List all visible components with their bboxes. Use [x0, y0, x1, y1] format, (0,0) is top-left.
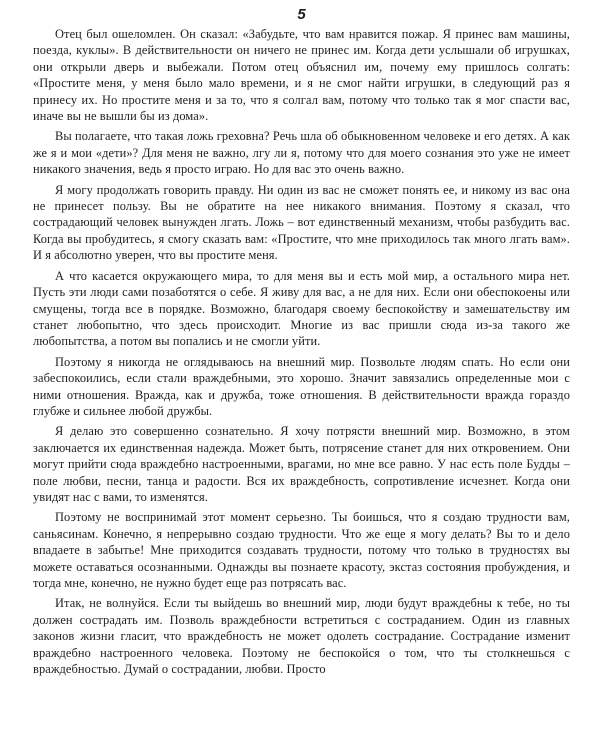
paragraph-5: Поэтому я никогда не оглядываюсь на внешний мир. Позвольте людям спать. Но если они забеспокоились, если стали враждебными, это хорошо. Значит завязались определенные мои с ними отношения. Вражда, как и дружба, тоже отношения. В действительности вражда гораздо глубже и сильнее любой дружбы.: [33, 354, 570, 418]
paragraph-6: Я делаю это совершенно сознательно. Я хочу потрясти внешний мир. Возможно, в этом заключается их единственная надежда. Может быть, потрясение станет для них откровением. Они могут прийти сюда враждебно настроенными, врагами, но мне все равно. У нас есть поле Будды – поле любви, песни, танца и радости. Вся их враждебность, сопротивление исчезнет. Когда они увидят нас с вами, то изменятся.: [33, 424, 570, 504]
page-number: 5: [297, 6, 306, 23]
paragraph-2: Вы полагаете, что такая ложь греховна? Речь шла об обыкновенном человеке и его детях. А как же я и мои «дети»? Для меня не важно, лгу ли я, потому что для моего сознания это уже не имеет никакого значения, ведь я просто играю. Но для вас это очень важно.: [33, 129, 570, 177]
paragraph-8: Итак, не волнуйся. Если ты выйдешь во внешний мир, люди будут враждебны к тебе, но ты должен сострадать им. Позволь враждебности встретиться с состраданием. Один из главных законов жизни гласит, что враждебность не может одолеть сострадание. Сострадание изменит враждебно настроенного человека. Поэтому не беспокойся о том, что ты столкнешься с враждебностью. Думай о сострадании, любви. Просто: [33, 596, 570, 677]
paragraph-4: А что касается окружающего мира, то для меня вы и есть мой мир, а остального мира нет. Пусть эти люди сами позаботятся о себе. Я живу для вас, а не для них. Если они обеспокоены или смущены, тогда все в порядке. Возможно, благодаря своему беспокойству и замешательству им станет любопытно, что здесь происходит. Многие из вас пришли сюда из-за такого же любопытства, а потом вы попались и не смогли уйти.: [33, 268, 570, 349]
paragraph-3: Я могу продолжать говорить правду. Ни один из вас не сможет понять ее, и никому из вас она не принесет пользу. Вы не обратите на нее никакого внимания. Поэтому я сказал, что сострадающий человек вынужден лгать. Ложь – вот единственный механизм, чтобы разбудить вас. Когда вы пробудитесь, я смогу сказать вам: «Простите, что мне приходилось так много лгать вам». И я абсолютно уверен, что вы простите меня.: [33, 182, 570, 263]
paragraph-1: Отец был ошеломлен. Он сказал: «Забудьте, что вам нравится пожар. Я принес вам машины, поезда, куклы». В действительности он ничего не принес им. Когда дети услышали об игрушках, они открыли дверь и выбежали. Потом отец объяснил им, почему ему пришлось солгать: «Простите меня, у меня было мало времени, и я не смог найти игрушки, в следующий раз я принесу их. Но простите меня и за то, что я солгал вам, потому что только так я мог спасти вас, иначе вы не вышли бы из дома».: [33, 27, 570, 124]
paragraph-7: Поэтому не воспринимай этот момент серьезно. Ты боишься, что я создаю трудности вам, саньясинам. Конечно, я непрерывно создаю трудности. Что же еще я могу делать? Вы то и дело впадаете в забытье! Мне приходится создавать трудности, потому что только в трудностях вы можете оставаться осознанными. Однажды вы познаете красоту, экстаз состояния пробуждения, и тогда мне, конечно, не нужно будет еще раз потрясать вас.: [33, 510, 570, 590]
